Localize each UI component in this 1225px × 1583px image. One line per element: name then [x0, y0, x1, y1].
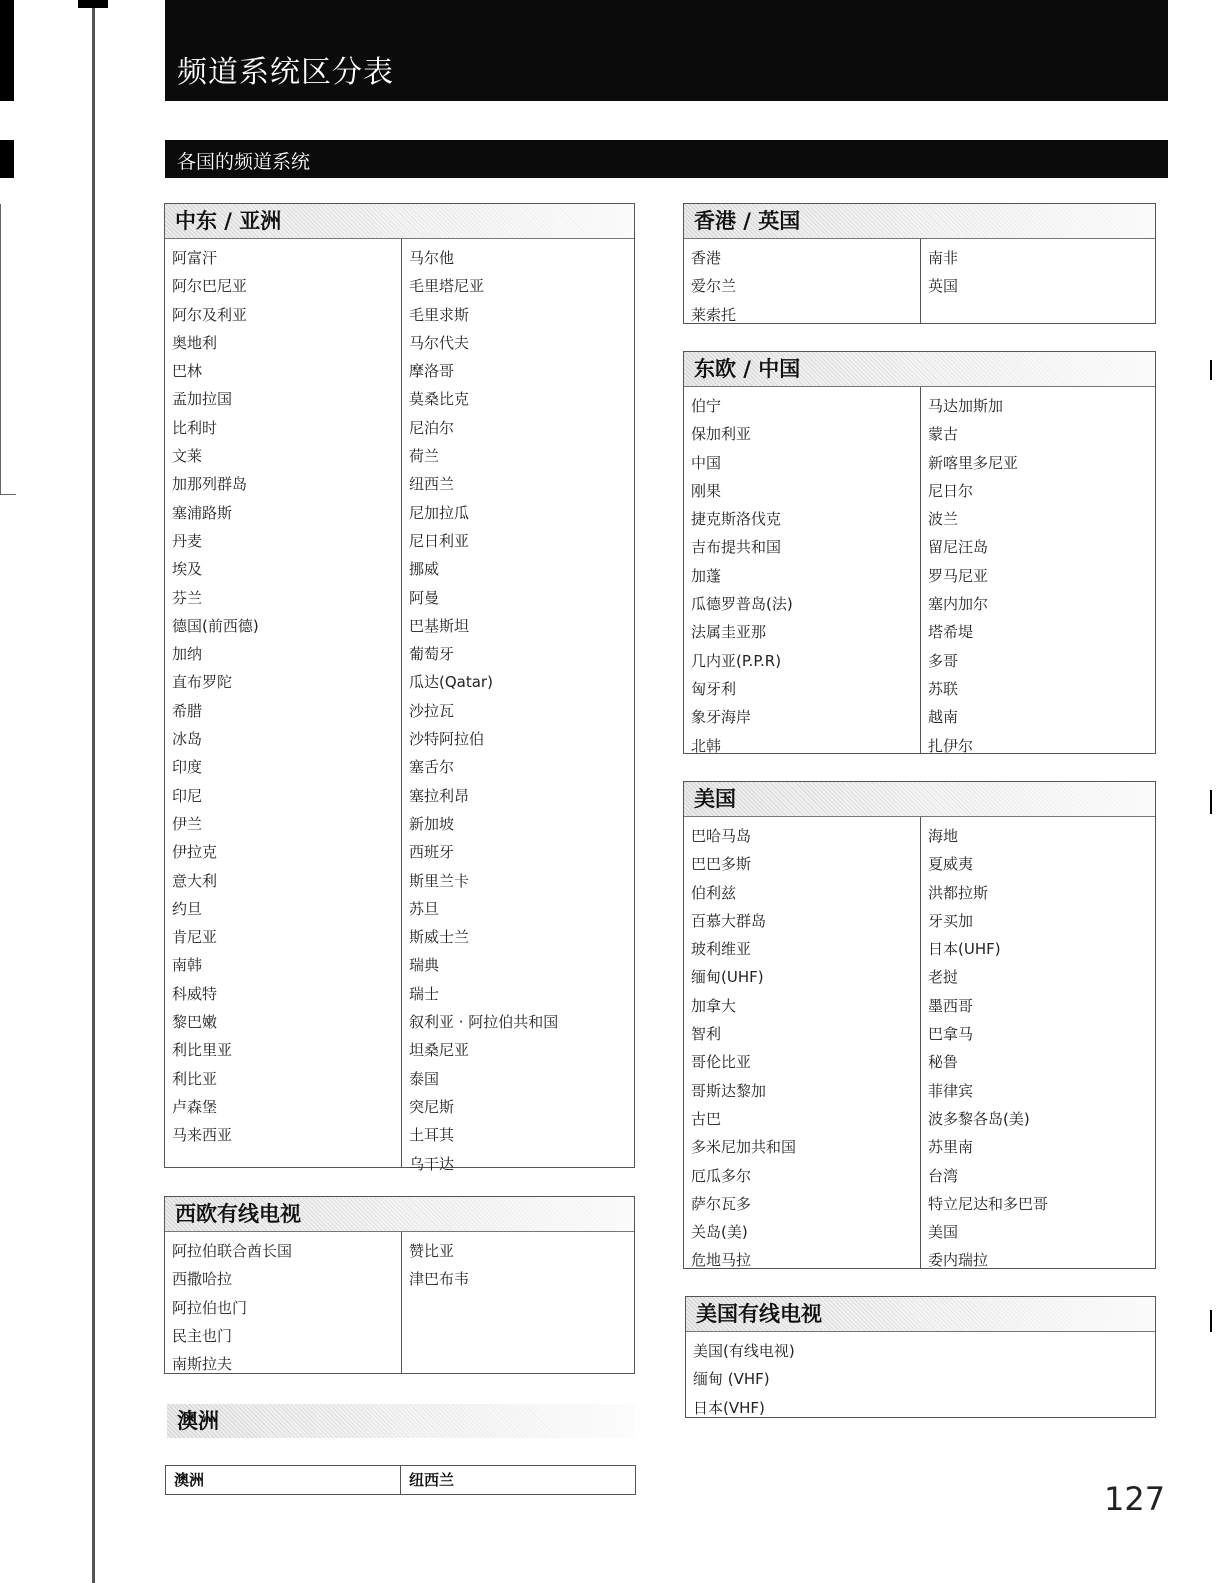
country-item: 德国(前西德) — [172, 616, 259, 635]
country-item: 比利时 — [172, 418, 218, 437]
country-item: 葡萄牙 — [409, 645, 455, 664]
country-item: 中国 — [691, 453, 722, 472]
country-item: 马达加斯加 — [928, 397, 1004, 415]
country-item: 坦桑尼亚 — [409, 1041, 470, 1060]
country-item: 卢森堡 — [172, 1097, 218, 1116]
country-item: 民主也门 — [172, 1326, 233, 1345]
country-item: 黎巴嫩 — [172, 1013, 218, 1032]
country-item: 日本(UHF) — [928, 940, 1001, 959]
country-item: 科威特 — [172, 984, 218, 1003]
country-item: 危地马拉 — [691, 1251, 752, 1270]
country-item: 多米尼加共和国 — [691, 1138, 797, 1157]
country-item: 毛里求斯 — [409, 305, 470, 324]
country-item: 加拿大 — [691, 996, 737, 1015]
country-item: 阿曼 — [409, 588, 440, 607]
country-item: 缅甸(UHF) — [691, 968, 764, 987]
country-item: 巴哈马岛 — [691, 827, 752, 845]
middle-east-asia-heading: 中东 / 亚洲 — [165, 204, 634, 239]
eastern-europe-china-table — [683, 351, 1156, 754]
country-item: 瓜达(Qatar) — [409, 673, 493, 692]
eastern-europe-china-column-1 — [684, 387, 920, 753]
section-title-bar — [165, 140, 1168, 178]
page-number: 127 — [1104, 1480, 1166, 1518]
country-item: 夏威夷 — [928, 855, 974, 874]
country-item: 巴基斯坦 — [409, 616, 470, 635]
country-item: 泰国 — [409, 1069, 440, 1088]
country-item: 巴拿马 — [928, 1025, 974, 1044]
page-title-bar — [165, 0, 1168, 101]
country-item: 马尔他 — [409, 249, 455, 267]
usa-column-2 — [920, 817, 1155, 1268]
country-item: 沙特阿拉伯 — [409, 730, 485, 749]
country-item: 土耳其 — [409, 1126, 455, 1145]
country-item: 香港 — [691, 249, 722, 267]
country-item: 约旦 — [172, 899, 203, 918]
usa-cable-table — [685, 1296, 1156, 1418]
country-item: 菲律宾 — [928, 1081, 974, 1100]
country-item: 伯利兹 — [691, 883, 737, 902]
right-edge-mark-2 — [1210, 790, 1212, 814]
western-europe-cable-column-1 — [165, 1232, 401, 1373]
country-item: 苏旦 — [409, 899, 440, 918]
country-item: 台湾 — [928, 1166, 959, 1185]
country-item: 利比里亚 — [172, 1041, 233, 1060]
usa-heading: 美国 — [684, 782, 1155, 817]
country-item: 牙买加 — [928, 911, 974, 930]
country-item: 塞拉利昂 — [409, 786, 470, 805]
left-edge-line — [0, 204, 1, 494]
western-europe-cable-heading: 西欧有线电视 — [165, 1197, 634, 1232]
country-item: 尼日利亚 — [409, 531, 470, 550]
country-item: 老挝 — [928, 968, 959, 987]
country-item: 马来西亚 — [172, 1126, 233, 1145]
country-item: 蒙古 — [928, 425, 959, 444]
country-item: 西班牙 — [409, 843, 455, 862]
country-item: 几内亚(P.P.R) — [691, 651, 782, 670]
left-edge-bar-top — [0, 0, 14, 101]
country-item: 哥伦比亚 — [691, 1053, 752, 1072]
country-item: 埃及 — [172, 560, 203, 579]
country-item: 荷兰 — [409, 447, 440, 466]
eastern-europe-china-column-2 — [920, 387, 1155, 753]
country-item: 摩洛哥 — [409, 362, 455, 381]
country-item: 直布罗陀 — [172, 673, 233, 692]
eastern-europe-china-heading: 东欧 / 中国 — [684, 352, 1155, 387]
country-item: 苏里南 — [928, 1138, 974, 1157]
country-item: 津巴布韦 — [409, 1270, 470, 1289]
country-item: 美国 — [928, 1223, 959, 1242]
country-item: 吉布提共和国 — [691, 538, 782, 557]
country-item: 阿富汗 — [172, 249, 218, 267]
country-item: 伊兰 — [172, 814, 203, 833]
western-europe-cable-column-2 — [401, 1232, 634, 1373]
country-item: 瓜德罗普岛(法) — [691, 595, 793, 614]
country-item: 玻利维亚 — [691, 940, 752, 959]
country-item: 百慕大群岛 — [691, 911, 767, 930]
country-item: 瑞士 — [409, 984, 440, 1003]
australia-table — [165, 1465, 636, 1495]
country-item: 海地 — [928, 827, 959, 845]
country-item: 挪威 — [409, 560, 440, 579]
country-item: 加那列群岛 — [172, 475, 248, 494]
hongkong-uk-column-2 — [920, 239, 1155, 323]
country-item: 突尼斯 — [409, 1097, 455, 1116]
country-item: 美国(有线电视) — [693, 1342, 795, 1360]
country-item: 南斯拉夫 — [172, 1355, 233, 1374]
country-item: 赞比亚 — [409, 1242, 455, 1260]
country-item: 厄瓜多尔 — [691, 1166, 752, 1185]
country-item: 斯里兰卡 — [409, 871, 470, 890]
country-item: 捷克斯洛伐克 — [691, 510, 782, 529]
usa-table — [683, 781, 1156, 1269]
hongkong-uk-column-1 — [684, 239, 920, 323]
country-item: 罗马尼亚 — [928, 566, 989, 585]
country-item: 印度 — [172, 758, 203, 777]
country-item: 尼日尔 — [928, 481, 974, 500]
country-item: 塞内加尔 — [928, 595, 989, 614]
country-item: 印尼 — [172, 786, 203, 805]
country-item: 南非 — [928, 249, 959, 267]
spine-notch — [78, 0, 108, 8]
country-item: 北韩 — [691, 736, 722, 755]
usa-column-1 — [684, 817, 920, 1268]
country-item: 关岛(美) — [691, 1223, 748, 1242]
country-item: 保加利亚 — [691, 425, 752, 444]
country-item: 塔希堤 — [928, 623, 974, 642]
country-item: 洪都拉斯 — [928, 883, 989, 902]
country-item: 刚果 — [691, 481, 722, 500]
country-item: 日本(VHF) — [693, 1398, 765, 1417]
country-item: 新喀里多尼亚 — [928, 453, 1019, 472]
country-item: 加纳 — [172, 645, 203, 664]
country-item: 智利 — [691, 1025, 722, 1044]
country-item: 利比亚 — [172, 1069, 218, 1088]
country-item: 墨西哥 — [928, 996, 974, 1015]
australia-cell: 澳洲 — [174, 1471, 205, 1489]
usa-cable-column-1 — [686, 1332, 1155, 1417]
country-item: 苏联 — [928, 679, 959, 698]
country-item: 文莱 — [172, 447, 203, 466]
country-item: 留尼汪岛 — [928, 538, 989, 557]
country-item: 秘鲁 — [928, 1053, 959, 1072]
western-europe-cable-table — [164, 1196, 635, 1374]
country-item: 缅甸 (VHF) — [693, 1370, 770, 1389]
hongkong-uk-table — [683, 203, 1156, 324]
australia-heading: 澳洲 — [167, 1404, 635, 1438]
country-item: 莫桑比克 — [409, 390, 470, 409]
country-item: 芬兰 — [172, 588, 203, 607]
country-item: 新加坡 — [409, 814, 455, 833]
country-item: 意大利 — [172, 871, 218, 890]
middle-east-asia-column-2 — [401, 239, 634, 1173]
country-item: 阿拉伯也门 — [172, 1298, 248, 1317]
country-item: 加蓬 — [691, 566, 722, 585]
country-item: 法属圭亚那 — [691, 623, 767, 642]
country-item: 伊拉克 — [172, 843, 218, 862]
country-item: 爱尔兰 — [691, 277, 737, 296]
country-item: 毛里塔尼亚 — [409, 277, 485, 296]
country-item: 塞浦路斯 — [172, 503, 233, 522]
country-item: 莱索托 — [691, 305, 737, 324]
country-item: 塞舌尔 — [409, 758, 455, 777]
country-item: 奥地利 — [172, 333, 218, 352]
country-item: 特立尼达和多巴哥 — [928, 1194, 1049, 1213]
country-item: 哥斯达黎加 — [691, 1081, 767, 1100]
country-item: 巴巴多斯 — [691, 855, 752, 874]
new-zealand-cell: 纽西兰 — [400, 1466, 635, 1494]
country-item: 伯宁 — [691, 397, 722, 415]
country-item: 孟加拉国 — [172, 390, 233, 409]
usa-cable-heading: 美国有线电视 — [686, 1297, 1155, 1332]
country-item: 沙拉瓦 — [409, 701, 455, 720]
country-item: 瑞典 — [409, 956, 440, 975]
middle-east-asia-table — [164, 203, 635, 1173]
section-title: 各国的频道系统 — [177, 151, 311, 173]
right-edge-mark-3 — [1210, 1310, 1212, 1332]
country-item: 萨尔瓦多 — [691, 1194, 752, 1213]
country-item: 阿拉伯联合酋长国 — [172, 1242, 293, 1260]
country-item: 纽西兰 — [409, 475, 455, 494]
left-edge-tick — [0, 494, 16, 495]
country-item: 马尔代夫 — [409, 333, 470, 352]
country-item: 尼泊尔 — [409, 418, 455, 437]
country-item: 扎伊尔 — [928, 736, 974, 755]
country-item: 匈牙利 — [691, 679, 737, 698]
country-item: 阿尔及利亚 — [172, 305, 248, 324]
country-item: 乌干达 — [409, 1154, 455, 1173]
country-item: 波多黎各岛(美) — [928, 1109, 1030, 1128]
country-item: 希腊 — [172, 701, 203, 720]
middle-east-asia-column-1 — [165, 239, 401, 1167]
country-item: 波兰 — [928, 510, 959, 529]
country-item: 西撒哈拉 — [172, 1270, 233, 1289]
country-item: 南韩 — [172, 956, 203, 975]
country-item: 阿尔巴尼亚 — [172, 277, 248, 296]
country-item: 巴林 — [172, 362, 203, 381]
country-item: 象牙海岸 — [691, 708, 752, 727]
country-item: 丹麦 — [172, 531, 203, 550]
page-title: 频道系统区分表 — [177, 55, 394, 90]
country-item: 英国 — [928, 277, 959, 296]
hongkong-uk-heading: 香港 / 英国 — [684, 204, 1155, 239]
country-item: 斯威士兰 — [409, 928, 470, 947]
country-item: 多哥 — [928, 651, 959, 670]
right-edge-mark-1 — [1210, 360, 1212, 380]
country-item: 叙利亚 · 阿拉伯共和国 — [409, 1013, 559, 1032]
country-item: 冰岛 — [172, 730, 203, 749]
country-item: 委内瑞拉 — [928, 1251, 989, 1270]
country-item: 古巴 — [691, 1109, 722, 1128]
country-item: 尼加拉瓜 — [409, 503, 470, 522]
spine-line — [92, 0, 95, 1583]
country-item: 肯尼亚 — [172, 928, 218, 947]
country-item: 越南 — [928, 708, 959, 727]
left-edge-bar-middle — [0, 140, 14, 178]
